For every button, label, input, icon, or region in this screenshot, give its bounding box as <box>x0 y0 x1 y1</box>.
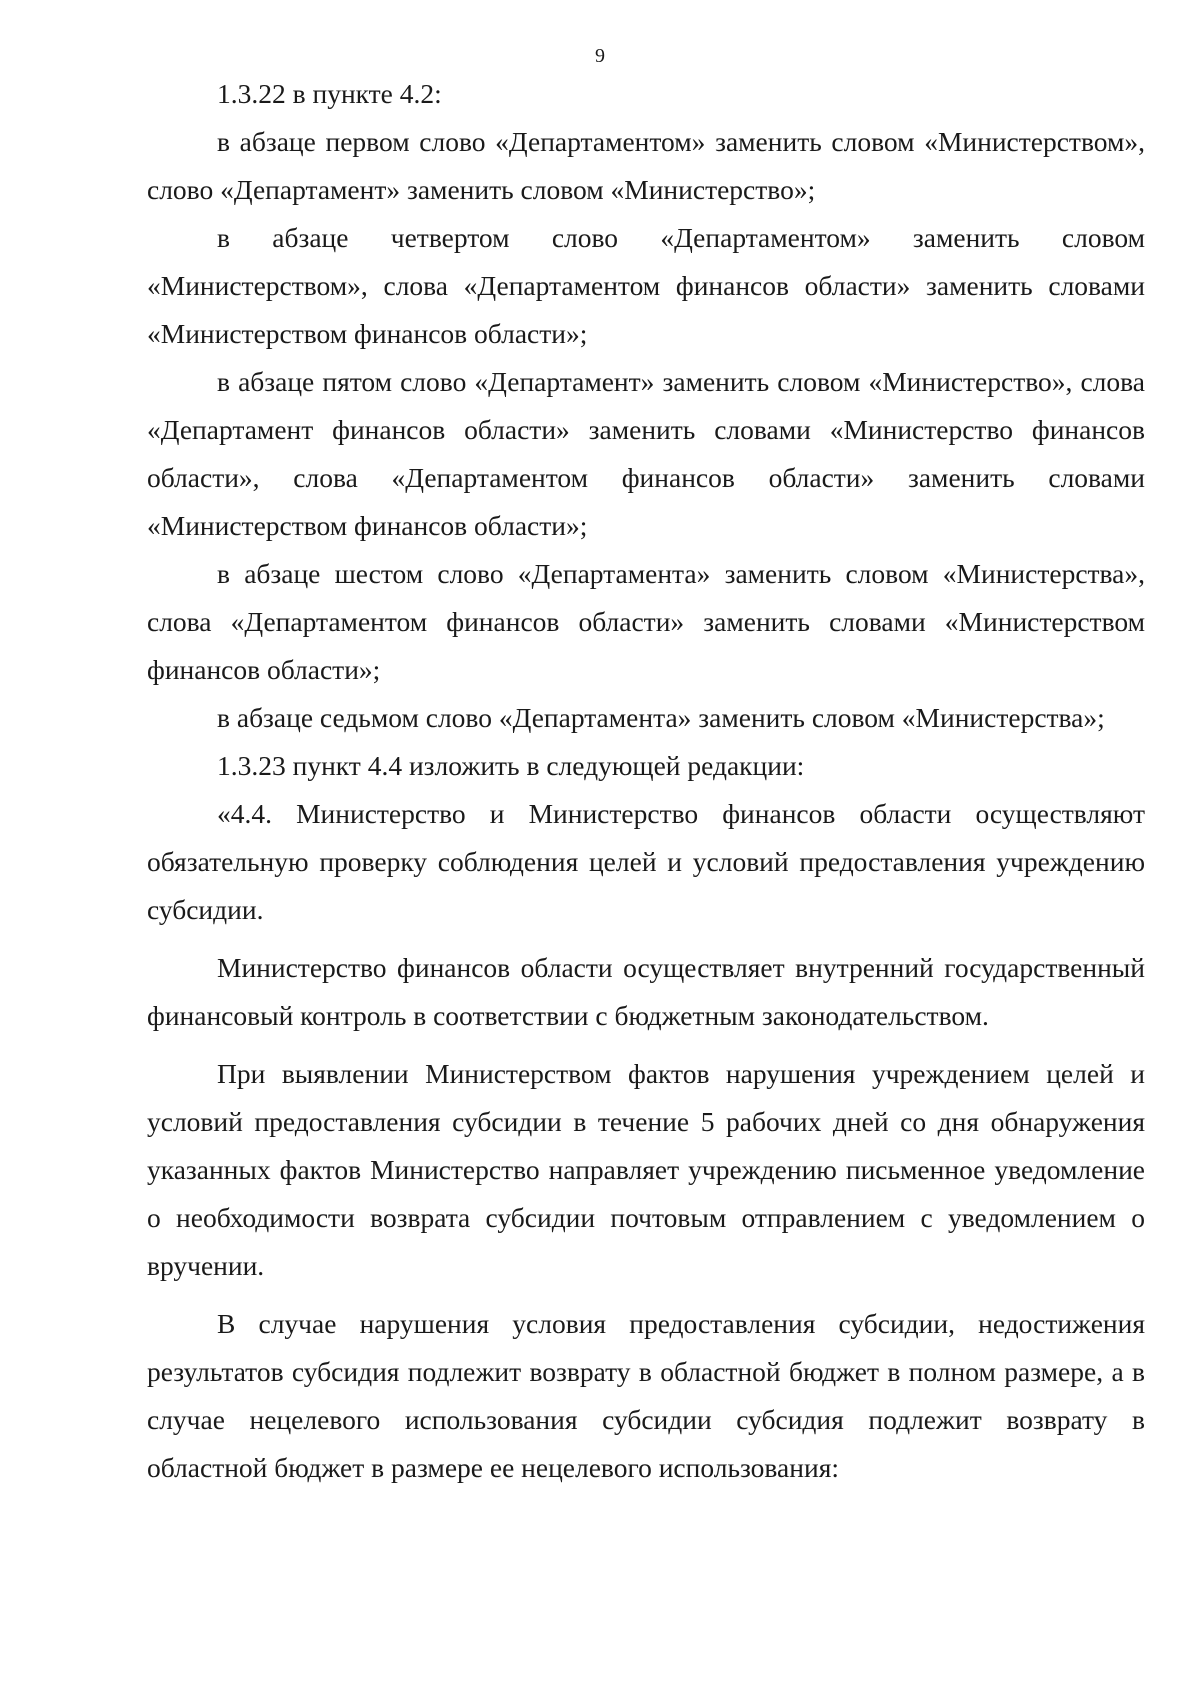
paragraph-violation-notice: При выявлении Министерством фактов нарушения учреждением целей и условий предоставления субсидии в течение 5 рабочих дней со дня обнаружения указанных фактов Министерство направляет учреждению письменное уведомление о необходимости возврата субсидии почтовым отправлением с уведомлением о вручении. <box>147 1058 1145 1281</box>
paragraph-financial-control: Министерство финансов области осуществляет внутренний государственный финансовый контроль в соответствии с бюджетным законодательством. <box>147 952 1145 1031</box>
paragraph-clause-4-4: «4.4. Министерство и Министерство финансов области осуществляют обязательную проверку соблюдения целей и условий предоставления учреждению субсидии. <box>147 798 1145 925</box>
paragraph-amendment-seventh-abzats: в абзаце седьмом слово «Департамента» заменить словом «Министерства»; <box>217 702 1105 733</box>
page-number: 9 <box>595 45 605 67</box>
paragraph-subsidy-return: В случае нарушения условия предоставления субсидии, недостижения результатов субсидия подлежит возврату в областной бюджет в полном размере, а в случае нецелевого использования субсидии субсидия подлежит возврату в областной бюджет в размере ее нецелевого использования: <box>147 1308 1145 1483</box>
paragraph-item-1-3-22: 1.3.22 в пункте 4.2: <box>217 78 442 109</box>
paragraph-amendment-fourth-abzats: в абзаце четвертом слово «Департаментом» заменить словом «Министерством», слова «Департаментом финансов области» заменить словами «Министерством финансов области»; <box>147 222 1145 349</box>
paragraph-item-1-3-23: 1.3.23 пункт 4.4 изложить в следующей редакции: <box>217 750 805 781</box>
document-body <box>147 70 1145 1492</box>
paragraph-amendment-first-abzats: в абзаце первом слово «Департаментом» заменить словом «Министерством», слово «Департамент» заменить словом «Министерство»; <box>147 126 1145 205</box>
paragraph-amendment-fifth-abzats: в абзаце пятом слово «Департамент» заменить словом «Министерство», слова «Департамент финансов области» заменить словами «Министерство финансов области», слова «Департаментом финансов области» заменить словами «Министерством финансов области»; <box>147 366 1145 541</box>
paragraph-amendment-sixth-abzats: в абзаце шестом слово «Департамента» заменить словом «Министерства», слова «Департаментом финансов области» заменить словами «Министерством финансов области»; <box>147 558 1145 685</box>
